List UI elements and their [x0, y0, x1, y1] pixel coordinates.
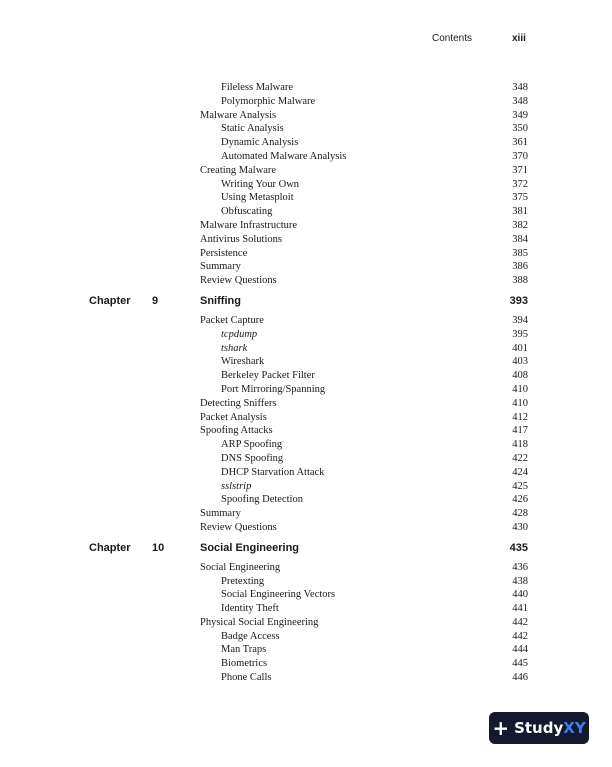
- toc-entry: [0, 191, 612, 205]
- toc-entry-title: Summary: [200, 508, 241, 520]
- toc-entry-page-number: 371: [512, 164, 528, 176]
- toc-entry-title: Review Questions: [200, 275, 277, 287]
- toc-entry-title: Badge Access: [221, 630, 280, 642]
- watermark-name-part1: Study: [514, 719, 564, 737]
- chapter-number: 9: [152, 294, 159, 307]
- toc-entry-page-number: 348: [512, 95, 528, 107]
- toc-entry-title: Automated Malware Analysis: [221, 150, 347, 162]
- toc-entry-page-number: 375: [512, 192, 528, 204]
- toc-entry-title: tshark: [221, 342, 248, 354]
- toc-entry-title: Malware Infrastructure: [200, 219, 298, 231]
- toc-entry-title: ARP Spoofing: [221, 439, 283, 451]
- toc-entry-page-number: 348: [512, 82, 528, 93]
- toc-entry-page-number: 370: [512, 150, 528, 162]
- toc-entry: [0, 274, 612, 288]
- toc-entry: [0, 521, 612, 535]
- header-section-title: Contents: [432, 33, 473, 44]
- toc-entry: [0, 588, 612, 602]
- toc-entry-title: Packet Analysis: [200, 411, 267, 423]
- toc-entry: [0, 233, 612, 247]
- chapter-heading: [0, 538, 612, 558]
- toc-entry-title: Spoofing Detection: [221, 494, 303, 506]
- toc-entry-title: Identity Theft: [221, 603, 279, 615]
- toc-entry: [0, 219, 612, 233]
- toc-entry-title: sslstrip: [221, 480, 252, 492]
- toc-entry-title: Port Mirroring/Spanning: [221, 383, 326, 395]
- toc-entry-page-number: 394: [512, 314, 528, 326]
- studyxy-watermark-logo: [489, 712, 589, 744]
- toc-entry-page-number: 422: [512, 452, 528, 464]
- toc-entry-title: Pretexting: [221, 575, 265, 587]
- toc-entry-title: Creating Malware: [200, 164, 277, 176]
- toc-entry-page-number: 424: [512, 466, 528, 478]
- chapter-heading: [0, 291, 612, 311]
- toc-entry: [0, 342, 612, 356]
- toc-entry: [0, 383, 612, 397]
- toc-entry: [0, 438, 612, 452]
- toc-entry-title: Berkeley Packet Filter: [221, 370, 315, 382]
- toc-entry-title: Fileless Malware: [221, 82, 294, 93]
- toc-entry-page-number: 410: [512, 397, 528, 409]
- toc-entry: [0, 205, 612, 219]
- toc-entry-title: Wireshark: [221, 356, 265, 368]
- toc-entry: [0, 178, 612, 192]
- toc-entry-page-number: 446: [512, 672, 528, 684]
- toc-entry: [0, 355, 612, 369]
- toc-entry-page-number: 361: [512, 137, 528, 149]
- toc-entry: [0, 95, 612, 109]
- chapter-title: Social Engineering: [200, 541, 300, 554]
- toc-entry-page-number: 403: [512, 356, 528, 368]
- watermark-name-part2: XY: [563, 719, 586, 737]
- toc-entry-page-number: 438: [512, 575, 528, 587]
- toc-entry: [0, 369, 612, 383]
- toc-entry: [0, 616, 612, 630]
- toc-entry: [0, 109, 612, 123]
- toc-entry-title: DNS Spoofing: [221, 452, 284, 464]
- toc-entry-page-number: 441: [512, 603, 528, 615]
- toc-entry-page-number: 425: [512, 480, 528, 492]
- toc-entry-page-number: 381: [512, 206, 528, 218]
- toc-entry-page-number: 350: [512, 123, 528, 135]
- toc-entry-page-number: 384: [512, 233, 528, 245]
- toc-entry-page-number: 410: [512, 383, 528, 395]
- toc-entry-title: Biometrics: [221, 658, 268, 670]
- toc-entry: [0, 466, 612, 480]
- toc-entry-page-number: 412: [512, 411, 528, 423]
- chapter-page-number: 393: [509, 294, 528, 307]
- header-page-number: xiii: [512, 33, 526, 44]
- toc-entry-title: Writing Your Own: [221, 178, 300, 190]
- toc-entry-title: tcpdump: [221, 328, 258, 340]
- toc-entry-title: Using Metasploit: [221, 192, 294, 204]
- toc-entry: [0, 150, 612, 164]
- chapter-number: 10: [152, 541, 165, 554]
- toc-entry: [0, 424, 612, 438]
- toc-entry-title: Social Engineering Vectors: [221, 589, 336, 601]
- toc-entry-title: DHCP Starvation Attack: [221, 466, 325, 478]
- toc-entry: [0, 507, 612, 521]
- toc-entry-title: Persistence: [200, 247, 248, 259]
- toc-entry: [0, 247, 612, 261]
- toc-entry-title: Obfuscating: [221, 206, 273, 218]
- toc-entry: [0, 452, 612, 466]
- toc-entry-page-number: 444: [512, 644, 528, 656]
- toc-entry-title: Antivirus Solutions: [200, 233, 282, 245]
- toc-entry-title: Summary: [200, 261, 241, 273]
- toc-entry-page-number: 395: [512, 328, 528, 340]
- toc-entry-page-number: 426: [512, 494, 528, 506]
- toc-entry: [0, 81, 612, 95]
- toc-entry-page-number: 408: [512, 370, 528, 382]
- table-of-contents: [0, 81, 612, 685]
- toc-entry-page-number: 385: [512, 247, 528, 259]
- toc-entry-page-number: 386: [512, 261, 528, 273]
- toc-entry-page-number: 436: [512, 561, 528, 573]
- toc-entry-page-number: 440: [512, 589, 528, 601]
- toc-entry-page-number: 417: [512, 425, 528, 437]
- toc-entry: [0, 328, 612, 342]
- page-header: [0, 33, 612, 47]
- chapter-label: Chapter: [89, 541, 131, 554]
- toc-entry: [0, 561, 612, 575]
- chapter-title: Sniffing: [200, 294, 241, 307]
- toc-entry-title: Static Analysis: [221, 123, 284, 135]
- toc-entry-page-number: 428: [512, 508, 528, 520]
- toc-entry-title: Spoofing Attacks: [200, 425, 273, 437]
- toc-entry-page-number: 349: [512, 109, 528, 121]
- toc-entry-page-number: 445: [512, 658, 528, 670]
- toc-entry-title: Malware Analysis: [200, 109, 277, 121]
- toc-entry: [0, 643, 612, 657]
- toc-entry-page-number: 418: [512, 439, 528, 451]
- toc-entry-title: Phone Calls: [221, 672, 272, 684]
- toc-entry: [0, 411, 612, 425]
- toc-entry-title: Packet Capture: [200, 314, 264, 326]
- toc-entry-title: Polymorphic Malware: [221, 95, 316, 107]
- toc-entry-title: Detecting Sniffers: [200, 397, 277, 409]
- toc-entry: [0, 493, 612, 507]
- chapter-page-number: 435: [509, 541, 528, 554]
- chapter-label: Chapter: [89, 294, 131, 307]
- toc-entry: [0, 314, 612, 328]
- toc-entry-page-number: 382: [512, 219, 528, 231]
- toc-entry-page-number: 372: [512, 178, 528, 190]
- toc-entry: [0, 671, 612, 685]
- toc-entry-page-number: 388: [512, 275, 528, 287]
- toc-entry-page-number: 442: [512, 616, 528, 628]
- toc-entry-title: Physical Social Engineering: [200, 616, 319, 628]
- toc-entry: [0, 260, 612, 274]
- toc-entry: [0, 397, 612, 411]
- plus-icon: +: [492, 716, 510, 740]
- toc-entry: [0, 657, 612, 671]
- toc-entry-title: Dynamic Analysis: [221, 137, 299, 149]
- toc-entry-title: Review Questions: [200, 521, 277, 533]
- toc-entry-title: Man Traps: [221, 644, 267, 656]
- toc-entry-title: Social Engineering: [200, 561, 281, 573]
- toc-entry: [0, 575, 612, 589]
- toc-entry: [0, 630, 612, 644]
- toc-entry-page-number: 430: [512, 521, 528, 533]
- toc-entry: [0, 136, 612, 150]
- toc-entry-page-number: 401: [512, 342, 528, 354]
- toc-entry: [0, 602, 612, 616]
- toc-entry: [0, 122, 612, 136]
- toc-entry: [0, 480, 612, 494]
- toc-entry: [0, 164, 612, 178]
- toc-entry-page-number: 442: [512, 630, 528, 642]
